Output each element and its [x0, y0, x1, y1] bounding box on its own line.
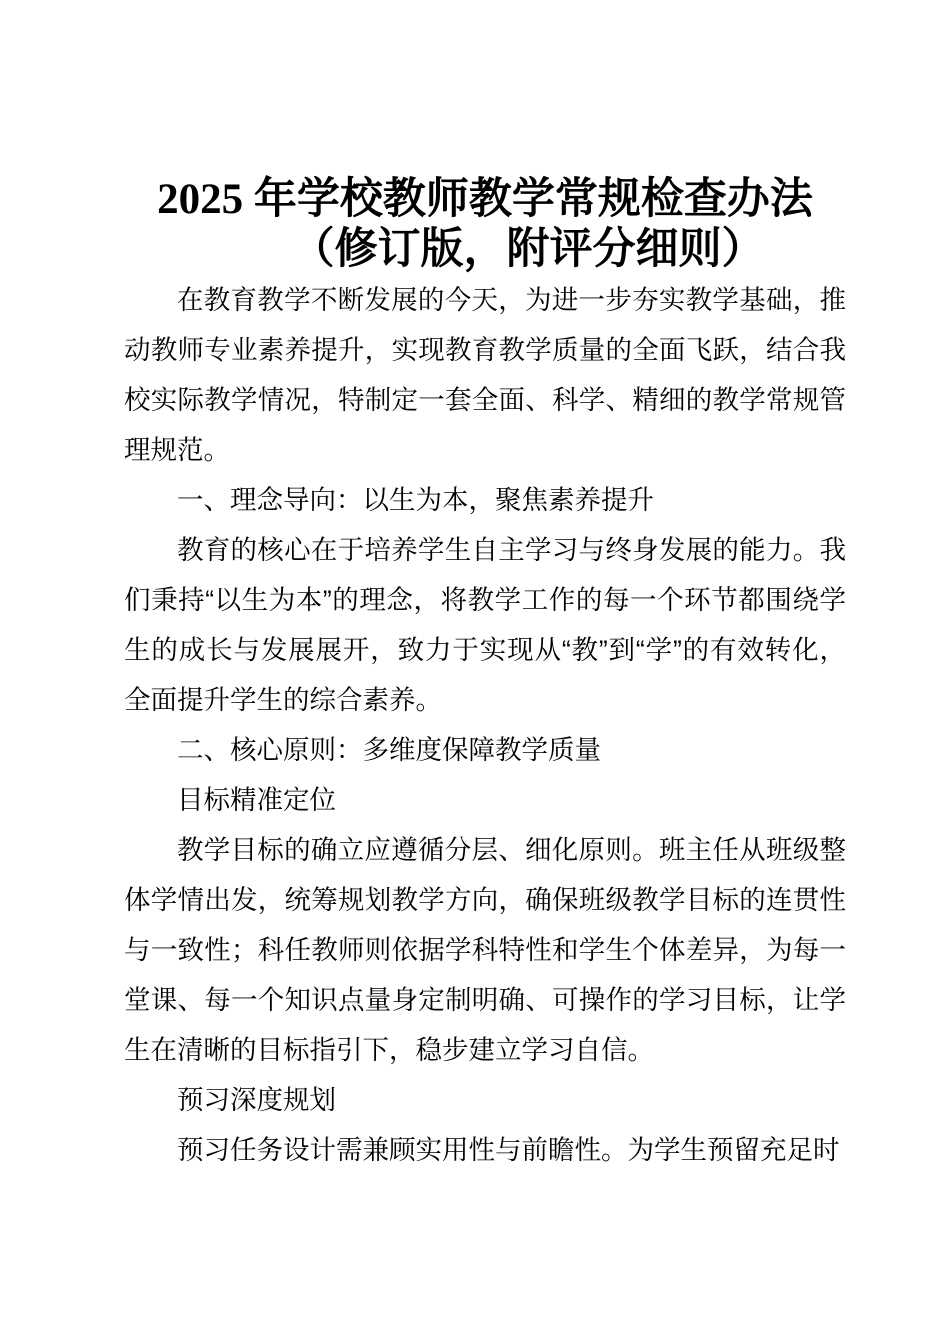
subheading-preview-planning: 预习深度规划	[177, 1085, 336, 1115]
document-title-line-2: （修订版，附评分细则）	[291, 226, 765, 273]
document-title-line-1: 2025 年学校教师教学常规检查办法	[157, 176, 813, 223]
intro-paragraph: 在教育教学不断发展的今天，为进一步夯实教学基础，推动教师专业素养提升，实现教育教学质量的全面飞跃，结合我校实际教学情况，特制定一套全面、科学、精细的教学常规管理规范。	[124, 285, 846, 465]
paragraph-preview-planning: 预习任务设计需兼顾实用性与前瞻性。为学生预留充足时	[177, 1135, 840, 1165]
section-1-heading: 一、理念导向：以生为本，聚焦素养提升	[177, 485, 654, 515]
section-2-heading: 二、核心原则：多维度保障教学质量	[177, 735, 601, 765]
document-body	[124, 0, 846, 1175]
subheading-goal-positioning: 目标精准定位	[177, 785, 336, 815]
paragraph-goal-positioning: 教学目标的确立应遵循分层、细化原则。班主任从班级整体学情出发，统筹规划教学方向，确保班级教学目标的连贯性与一致性；科任教师则依据学科特性和学生个体差异，为每一堂课、每一个知识点量身定制明确、可操作的学习目标，让学生在清晰的目标指引下，稳步建立学习自信。	[124, 835, 846, 1065]
section-1-paragraph: 教育的核心在于培养学生自主学习与终身发展的能力。我们秉持“以生为本”的理念，将教学工作的每一个环节都围绕学生的成长与发展展开，致力于实现从“教”到“学”的有效转化，全面提升学生的综合素养。	[124, 535, 846, 715]
